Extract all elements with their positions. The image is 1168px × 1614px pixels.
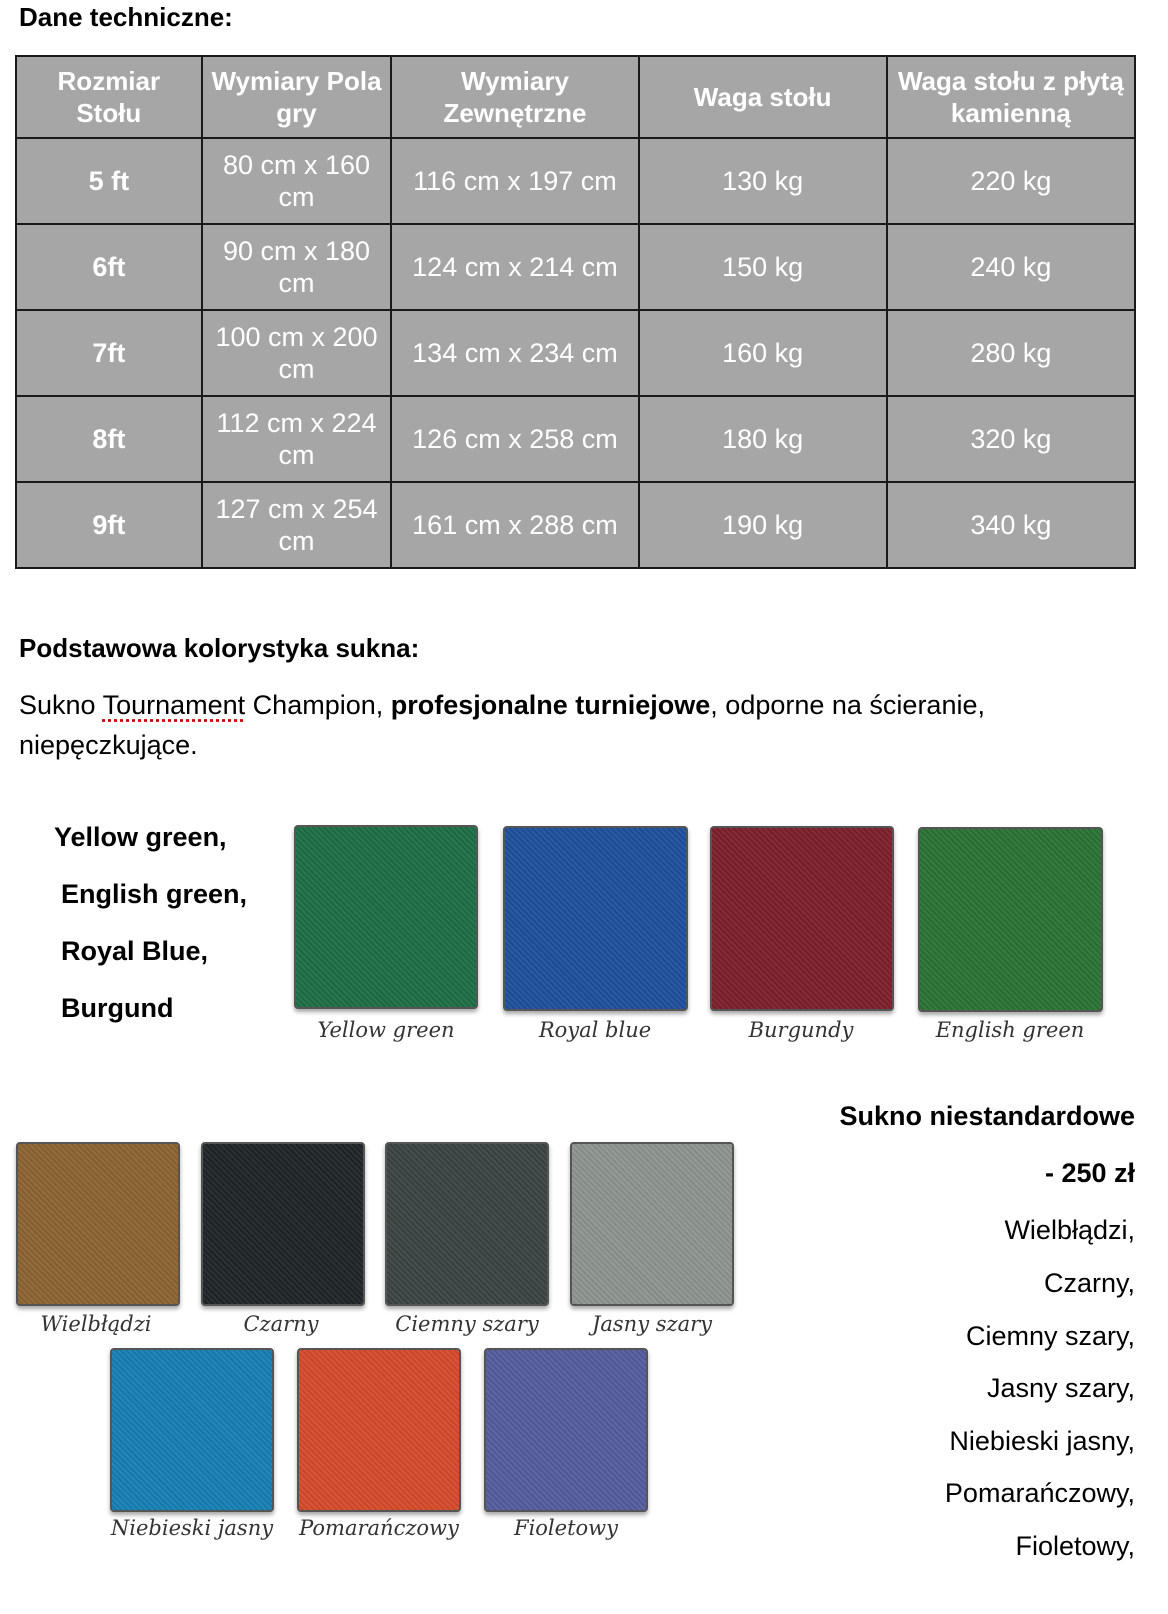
table-row (16, 138, 1135, 224)
table-cell: 190 kg (639, 482, 887, 568)
table-cell: 90 cm x 180 cm (202, 224, 392, 310)
col-header: Waga stołu z płytą kamienną (887, 56, 1135, 138)
table-row (16, 482, 1135, 568)
std-color-item: Yellow green, (54, 822, 227, 852)
swatch-caption: Niebieski jasny (110, 1516, 274, 1540)
table-cell: 160 kg (639, 310, 887, 396)
table-cell: 100 cm x 200 cm (202, 310, 392, 396)
custom-color-item: Niebieski jasny, (949, 1426, 1135, 1456)
swatch-caption: Czarny (243, 1312, 319, 1336)
table-cell: 5 ft (16, 138, 202, 224)
spec-table (15, 55, 1136, 569)
table-cell: 126 cm x 258 cm (391, 396, 638, 482)
swatch-caption: Burgundy (748, 1018, 854, 1042)
desc-text: niepęczkujące. (19, 730, 198, 760)
table-cell: 124 cm x 214 cm (391, 224, 638, 310)
table-cell: 161 cm x 288 cm (391, 482, 638, 568)
std-color-item: English green, (61, 879, 248, 909)
std-color-item: Burgund (61, 993, 174, 1023)
table-row (16, 224, 1135, 310)
swatch-caption: Yellow green (317, 1018, 455, 1042)
desc-text: , odporne na ścieranie, (710, 690, 985, 720)
cloth-swatch-camel (16, 1142, 180, 1306)
table-cell: 180 kg (639, 396, 887, 482)
table-cell: 7ft (16, 310, 202, 396)
table-header-row (16, 56, 1135, 138)
custom-color-item: Jasny szary, (986, 1373, 1135, 1403)
swatch-caption: Wielbłądzi (40, 1312, 152, 1336)
table-cell: 8ft (16, 396, 202, 482)
custom-color-item: Wielbłądzi, (1004, 1215, 1135, 1245)
table-cell: 127 cm x 254 cm (202, 482, 392, 568)
table-row (16, 396, 1135, 482)
cloth-heading: Podstawowa kolorystyka sukna: (19, 633, 420, 663)
custom-color-item: Czarny, (1043, 1268, 1135, 1298)
cloth-swatch-burgundy (710, 826, 894, 1011)
desc-text-spellcheck: Tournament (102, 690, 246, 720)
swatch-caption: Royal blue (538, 1018, 652, 1042)
desc-bold: profesjonalne turniejowe (390, 690, 711, 720)
desc-text: Champion, (245, 690, 391, 720)
table-cell: 9ft (16, 482, 202, 568)
cloth-swatch-light-gray (570, 1142, 734, 1306)
cloth-swatch-violet (484, 1348, 648, 1512)
table-cell: 80 cm x 160 cm (202, 138, 392, 224)
cloth-swatch-yellow-green (294, 825, 478, 1009)
table-cell: 116 cm x 197 cm (391, 138, 638, 224)
table-cell: 134 cm x 234 cm (391, 310, 638, 396)
cloth-swatch-black (201, 1142, 365, 1306)
table-cell: 320 kg (887, 396, 1135, 482)
table-cell: 6ft (16, 224, 202, 310)
custom-color-item: Ciemny szary, (965, 1321, 1135, 1351)
custom-cloth-price: - 250 zł (1044, 1158, 1135, 1188)
table-cell: 340 kg (887, 482, 1135, 568)
cloth-swatch-orange (297, 1348, 461, 1512)
cloth-swatch-royal-blue (503, 826, 688, 1011)
table-cell: 150 kg (639, 224, 887, 310)
swatch-caption: Fioletowy (514, 1516, 618, 1540)
col-header: Wymiary Zewnętrzne (391, 56, 638, 138)
col-header: Rozmiar Stołu (16, 56, 202, 138)
swatch-caption: Ciemny szary (395, 1312, 539, 1336)
table-row (16, 310, 1135, 396)
swatch-caption: Pomarańczowy (299, 1516, 459, 1540)
col-header: Waga stołu (639, 56, 887, 138)
table-cell: 112 cm x 224 cm (202, 396, 392, 482)
swatch-caption: English green (935, 1018, 1085, 1042)
cloth-description (19, 685, 1139, 765)
custom-cloth-title: Sukno niestandardowe (839, 1101, 1135, 1131)
cloth-swatch-dark-gray (385, 1142, 549, 1306)
table-cell: 130 kg (639, 138, 887, 224)
table-cell: 240 kg (887, 224, 1135, 310)
cloth-swatch-light-blue (110, 1348, 274, 1512)
custom-color-item: Pomarańczowy, (944, 1478, 1135, 1508)
custom-color-item: Fioletowy, (1015, 1531, 1135, 1561)
table-cell: 280 kg (887, 310, 1135, 396)
desc-text: Sukno (19, 690, 103, 720)
swatch-caption: Jasny szary (591, 1312, 713, 1336)
col-header: Wymiary Pola gry (202, 56, 392, 138)
tech-heading: Dane techniczne: (19, 2, 233, 32)
table-cell: 220 kg (887, 138, 1135, 224)
std-color-item: Royal Blue, (61, 936, 209, 966)
cloth-swatch-english-green (918, 827, 1103, 1012)
